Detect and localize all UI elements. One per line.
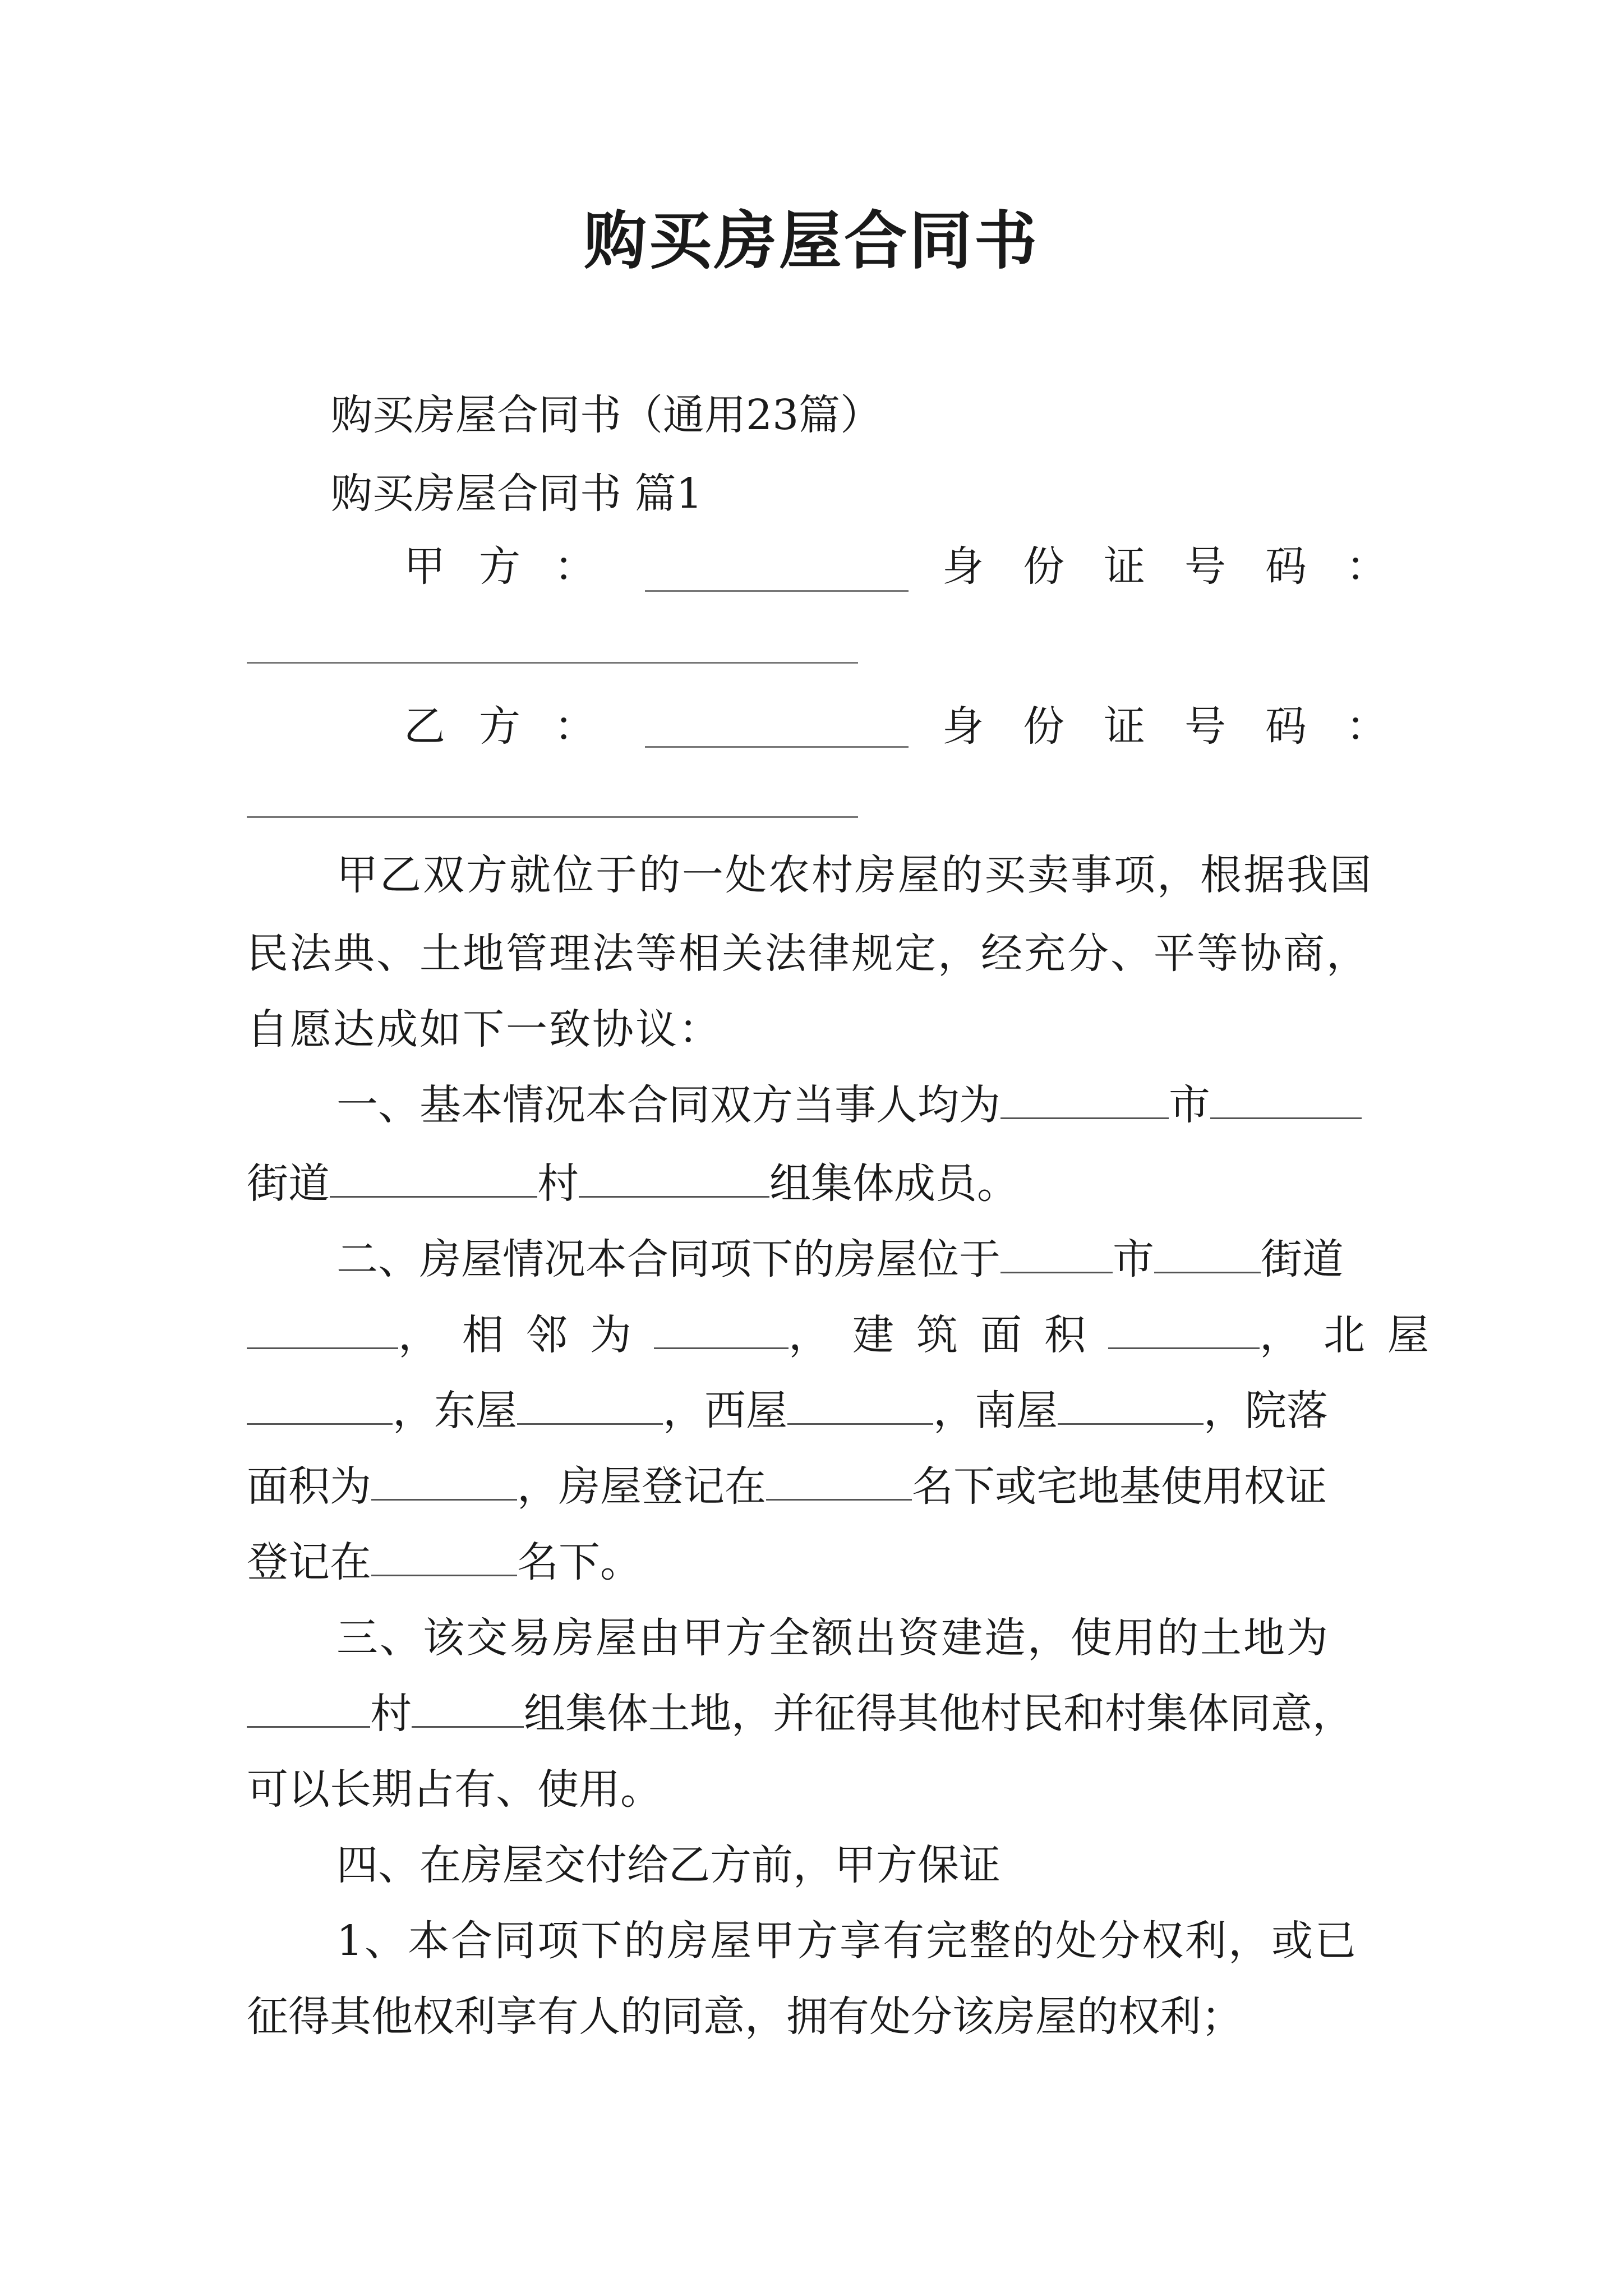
clause1-text-a: 一、基本情况本合同双方当事人均为 <box>336 1081 1000 1129</box>
intro-line-1: 甲乙双方就位于的一处农村房屋的买卖事项，根据我国 <box>336 851 1373 899</box>
clause2-blank-7 <box>517 1384 663 1425</box>
party-b-id-blank <box>247 816 858 818</box>
clause2-text-c: 街道 <box>1261 1235 1344 1283</box>
document-subtitle: 购买房屋合同书（通用23篇） <box>331 391 882 439</box>
clause2-line-5 <box>247 1534 642 1590</box>
clause2-text-l: ，房屋登记在 <box>517 1462 766 1511</box>
clause2-text-i: ，南屋 <box>933 1387 1058 1435</box>
clause2-blank-2 <box>1154 1232 1261 1273</box>
clause1-text-c: 街道 <box>247 1159 330 1208</box>
clause2-blank-4 <box>654 1308 789 1349</box>
clause3-blank-1 <box>247 1687 370 1728</box>
party-a-id-blank <box>247 662 858 664</box>
clause1-text-d: 村 <box>537 1159 579 1208</box>
clause3-line-3: 可以长期占有、使用。 <box>247 1765 662 1814</box>
clause2-blank-6 <box>247 1384 393 1425</box>
clause2-blank-1 <box>1000 1232 1113 1273</box>
clause2-text-h: ，西屋 <box>663 1387 787 1435</box>
clause2-text-o: 名下。 <box>517 1538 642 1586</box>
party-a-name-blank <box>645 590 909 592</box>
clause2-line-4 <box>247 1458 1327 1515</box>
chapter-heading: 购买房屋合同书 篇1 <box>331 470 703 518</box>
party-a-id-label: 身份证号码： <box>942 542 1427 591</box>
party-b-id-label: 身份证号码： <box>942 702 1427 751</box>
clause1-line-1 <box>336 1077 1362 1133</box>
clause2-text-f: ，北屋 <box>1260 1311 1451 1359</box>
clause2-blank-9 <box>1058 1384 1204 1425</box>
clause2-text-k: 面积为 <box>247 1462 371 1511</box>
clause3-line-2 <box>247 1686 1354 1742</box>
party-a-label: 甲方： <box>404 542 629 591</box>
document-title: 购买房屋合同书 <box>584 204 1039 278</box>
clause2-text-n: 登记在 <box>247 1538 371 1586</box>
clause2-line-1 <box>336 1231 1344 1287</box>
clause1-text-b: 市 <box>1169 1081 1210 1129</box>
clause2-blank-10 <box>371 1460 517 1501</box>
clause2-blank-5 <box>1108 1308 1260 1349</box>
clause1-blank-3 <box>330 1157 537 1198</box>
clause1-text-e: 组集体成员。 <box>769 1159 1018 1208</box>
clause2-text-a: 二、房屋情况本合同项下的房屋位于 <box>336 1235 1000 1283</box>
clause2-line-2 <box>247 1307 1451 1363</box>
clause4-item1-line-1: 1、本合同项下的房屋甲方享有完整的处分权利，或已 <box>336 1917 1358 1965</box>
clause2-text-j: ，院落 <box>1204 1387 1328 1435</box>
party-b-label: 乙方： <box>404 702 629 751</box>
clause2-blank-3 <box>247 1308 398 1349</box>
clause2-text-g: ，东屋 <box>393 1387 517 1435</box>
clause3-blank-2 <box>412 1687 524 1728</box>
clause3-line-1: 三、该交易房屋由甲方全额出资建造，使用的土地为 <box>336 1614 1330 1662</box>
clause3-text-c: 组集体土地，并征得其他村民和村集体同意， <box>524 1690 1354 1738</box>
party-b-name-blank <box>645 746 909 748</box>
clause2-blank-12 <box>371 1535 517 1576</box>
intro-line-2: 民法典、土地管理法等相关法律规定，经充分、平等协商， <box>247 930 1370 978</box>
clause1-blank-4 <box>579 1157 769 1198</box>
clause3-text-b: 村 <box>370 1690 412 1738</box>
clause2-line-3 <box>247 1383 1328 1439</box>
clause2-text-e: ，建筑面积 <box>789 1311 1108 1359</box>
clause1-blank-2 <box>1210 1078 1362 1119</box>
clause2-text-b: 市 <box>1113 1235 1154 1283</box>
clause1-blank-1 <box>1000 1078 1169 1119</box>
clause2-text-m: 名下或宅地基使用权证 <box>912 1462 1327 1511</box>
clause1-line-2 <box>247 1156 1018 1212</box>
clause2-blank-8 <box>787 1384 933 1425</box>
clause2-text-d: ，相邻为 <box>398 1311 654 1359</box>
clause4-item1-line-2: 征得其他权利享有人的同意，拥有处分该房屋的权利； <box>247 1993 1243 2041</box>
clause4-heading: 四、在房屋交付给乙方前，甲方保证 <box>336 1841 1000 1889</box>
intro-line-3: 自愿达成如下一致协议： <box>247 1005 722 1053</box>
clause2-blank-11 <box>766 1460 912 1501</box>
